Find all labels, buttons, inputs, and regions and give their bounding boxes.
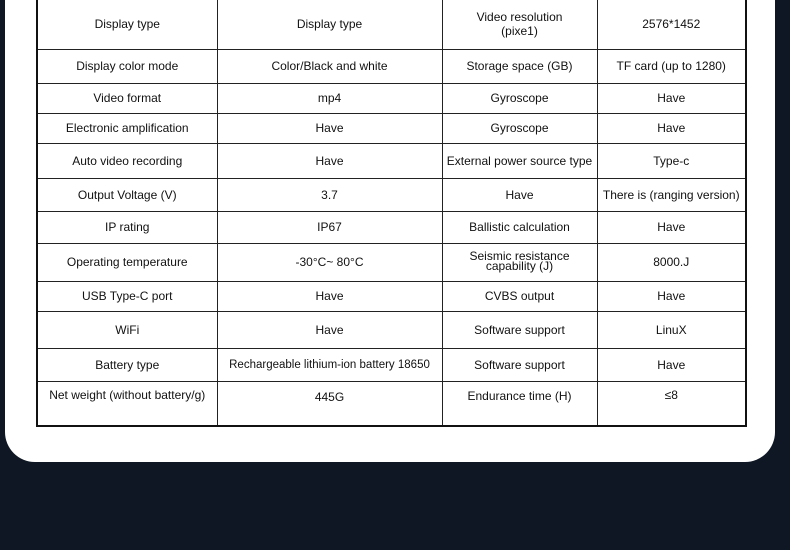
spec-value: ≤8 (597, 381, 746, 426)
spec-label: Video format (37, 83, 217, 113)
spec-label: Electronic amplification (37, 113, 217, 143)
spec-label (442, 243, 597, 281)
table-row (37, 0, 746, 49)
specifications-table (36, 0, 747, 427)
spec-value: Rechargeable lithium-ion battery 18650 (217, 348, 442, 381)
spec-label: USB Type-C port (37, 281, 217, 311)
spec-value: Type-c (597, 143, 746, 178)
table-row (37, 348, 746, 381)
spec-label: External power source type (442, 143, 597, 178)
table-row (37, 281, 746, 311)
spec-value: 2576*1452 (597, 0, 746, 49)
spec-value: mp4 (217, 83, 442, 113)
spec-label: Output Voltage (V) (37, 178, 217, 211)
spec-label: Storage space (GB) (442, 49, 597, 83)
spec-value: 3.7 (217, 178, 442, 211)
table-row (37, 243, 746, 281)
table-row (37, 49, 746, 83)
spec-value: There is (ranging version) (597, 178, 746, 211)
spec-value: Have (597, 83, 746, 113)
spec-label: Endurance time (H) (442, 381, 597, 426)
spec-value: Have (597, 113, 746, 143)
table-row (37, 178, 746, 211)
spec-value: -30°C~ 80°C (217, 243, 442, 281)
spec-label-text: Video resolution (pixe1) (476, 10, 563, 39)
spec-label: IP rating (37, 211, 217, 243)
spec-label (442, 0, 597, 49)
table-row (37, 381, 746, 426)
spec-value: Have (217, 113, 442, 143)
spec-label: Auto video recording (37, 143, 217, 178)
spec-label: Battery type (37, 348, 217, 381)
spec-value: 445G (217, 381, 442, 426)
table-row (37, 311, 746, 348)
table-row (37, 143, 746, 178)
spec-value: TF card (up to 1280) (597, 49, 746, 83)
spec-label: Ballistic calculation (442, 211, 597, 243)
spec-label: Operating temperature (37, 243, 217, 281)
spec-label: Software support (442, 348, 597, 381)
spec-label: Have (442, 178, 597, 211)
spec-value: LinuX (597, 311, 746, 348)
spec-value: Have (217, 311, 442, 348)
spec-value: IP67 (217, 211, 442, 243)
spec-value: Color/Black and white (217, 49, 442, 83)
spec-value: 8000.J (597, 243, 746, 281)
spec-label: WiFi (37, 311, 217, 348)
spec-label: Software support (442, 311, 597, 348)
spec-label: Gyroscope (442, 113, 597, 143)
spec-label: Gyroscope (442, 83, 597, 113)
spec-label-text: Seismic resistance capability (J) (469, 249, 570, 273)
spec-value: Have (217, 143, 442, 178)
table-row (37, 83, 746, 113)
spec-value: Have (597, 348, 746, 381)
spec-value: Have (217, 281, 442, 311)
table-row (37, 113, 746, 143)
spec-label: Net weight (without battery/g) (37, 381, 217, 426)
spec-label: CVBS output (442, 281, 597, 311)
spec-label: Display type (37, 0, 217, 49)
spec-value: Have (597, 281, 746, 311)
table-row (37, 211, 746, 243)
spec-value: Display type (217, 0, 442, 49)
spec-label: Display color mode (37, 49, 217, 83)
spec-value: Have (597, 211, 746, 243)
